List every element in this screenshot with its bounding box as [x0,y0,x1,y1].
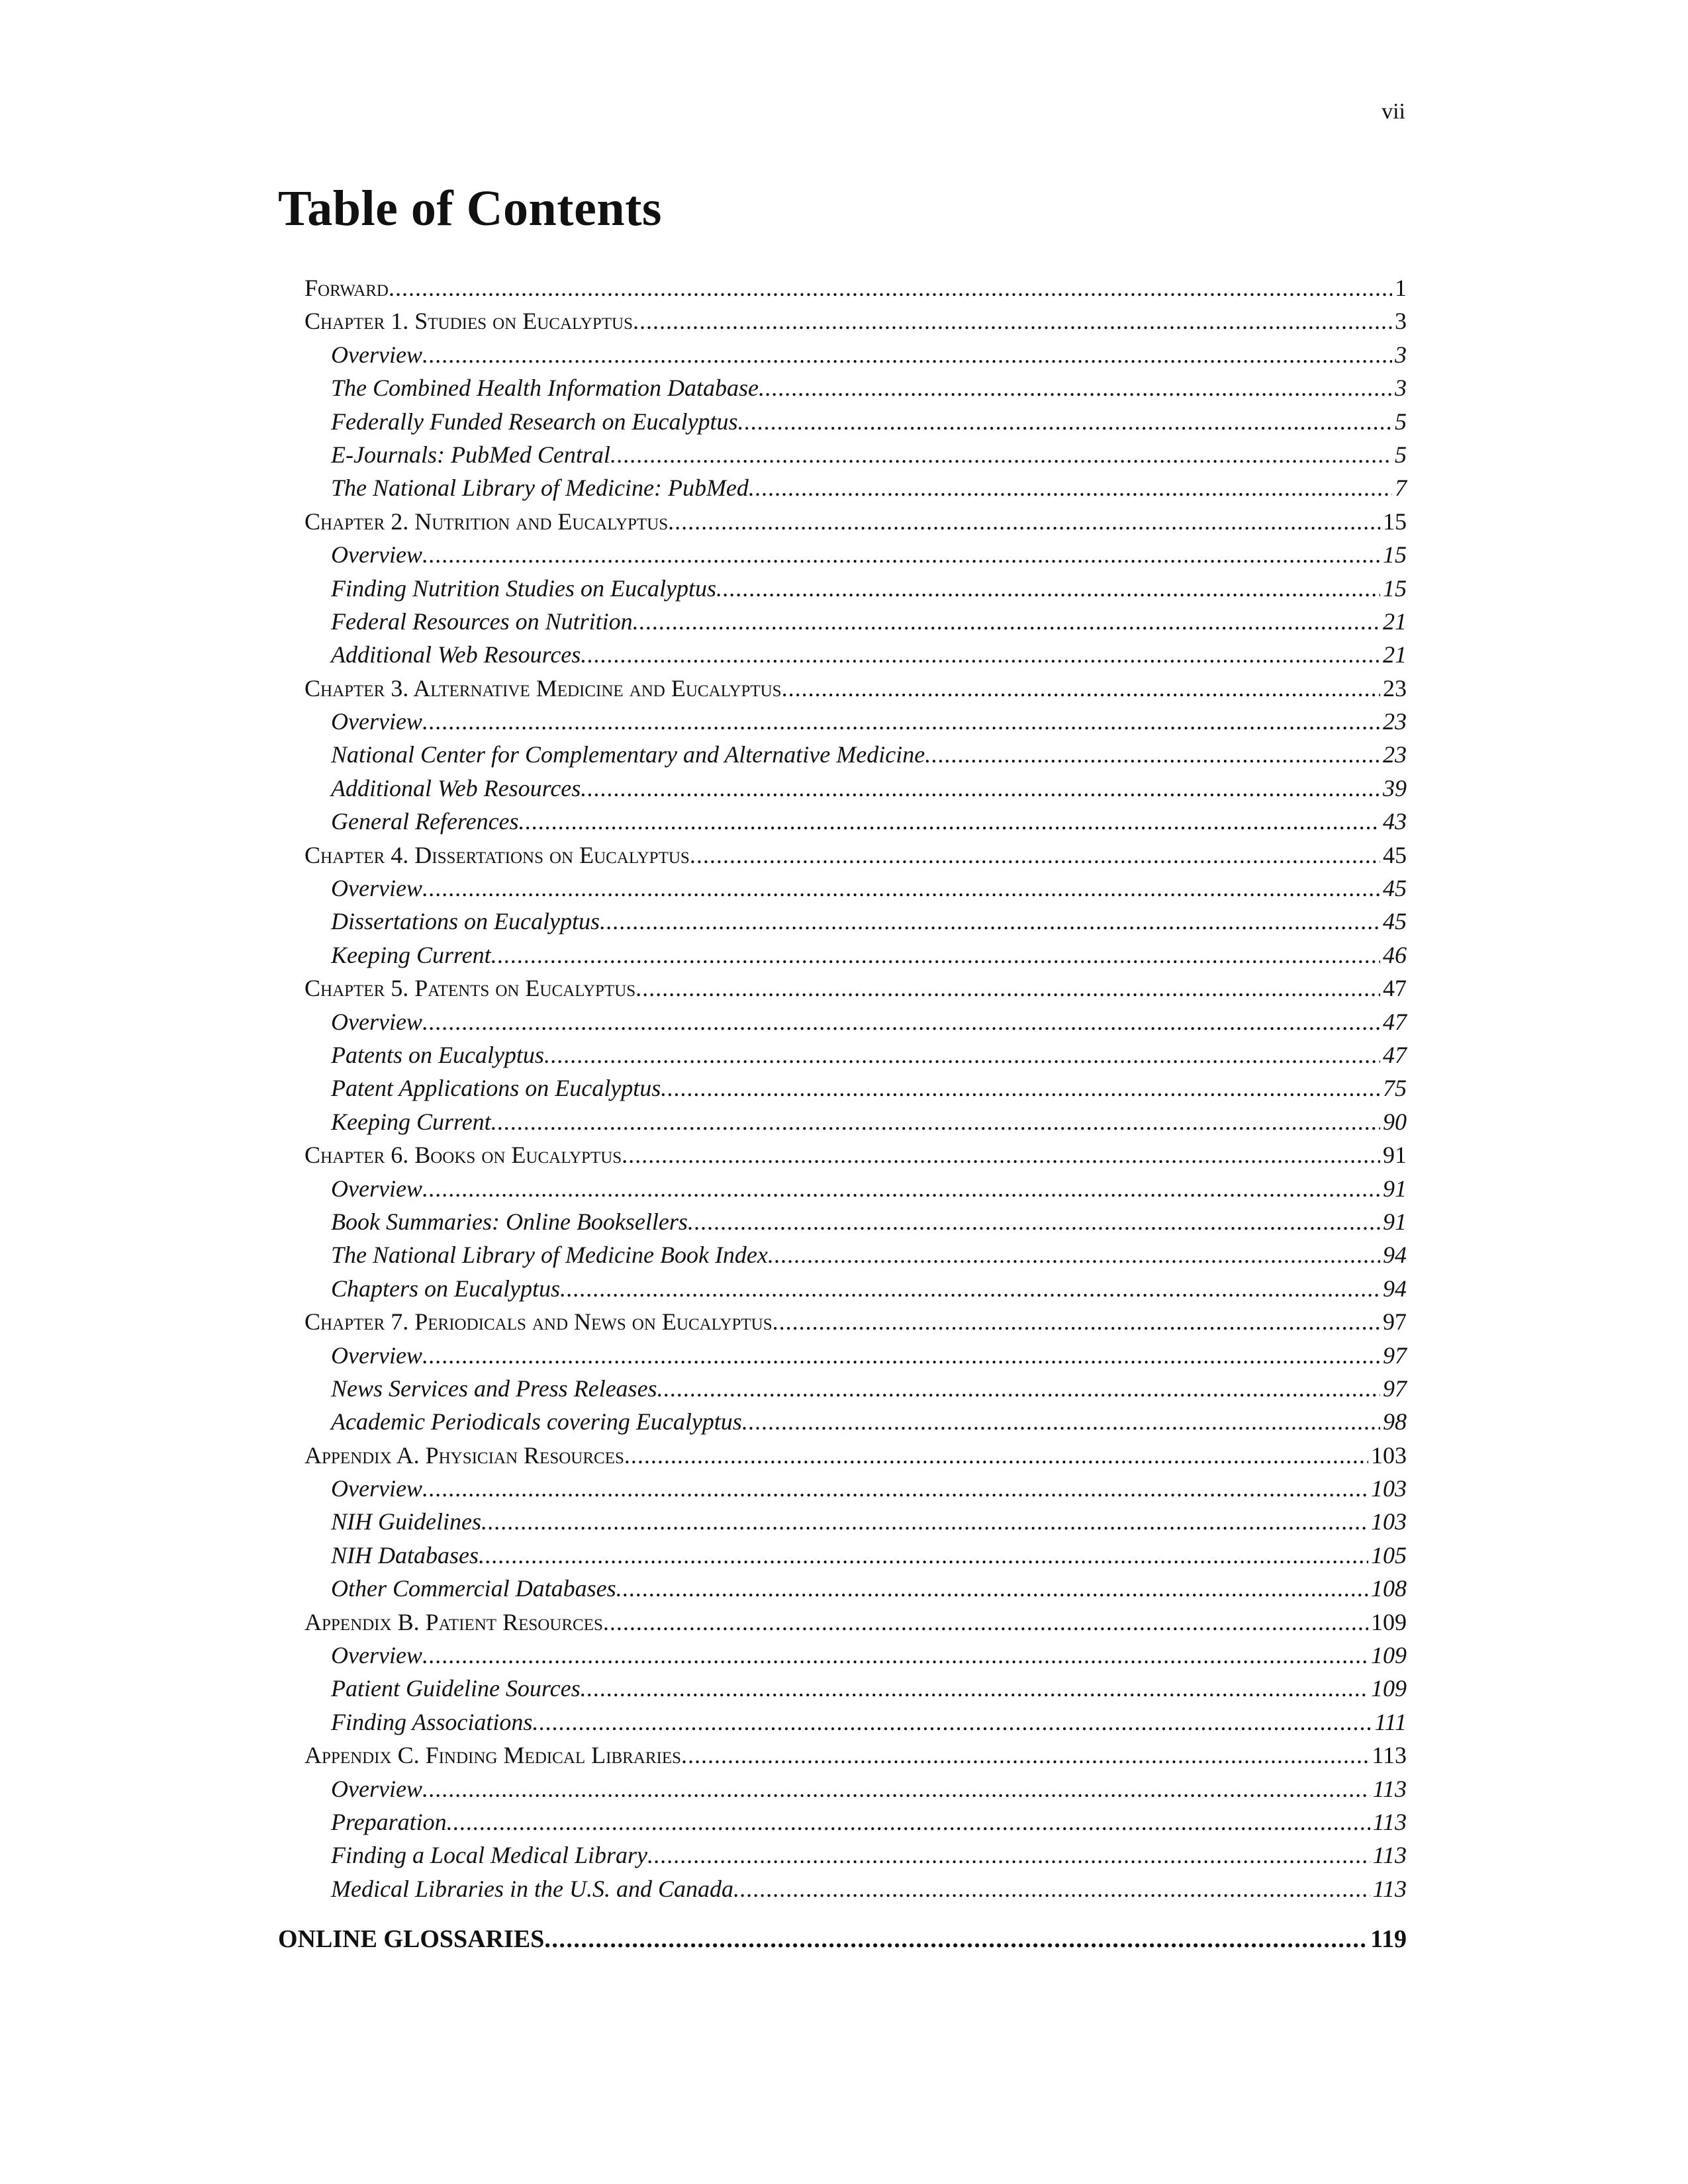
toc-entry-label: General References [331,805,519,838]
toc-entry-label: Book Summaries: Online Booksellers [331,1205,688,1238]
toc-entry-label: National Center for Complementary and Alternative Medicine [331,738,925,771]
toc-entry-page-number: 113 [1372,1775,1407,1802]
toc-entry-label: Chapter 6. Books on Eucalyptus [305,1138,622,1171]
dot-leader [633,304,1392,338]
toc-entry-page-number: 43 [1383,808,1407,835]
toc-entry-page-number: 103 [1371,1441,1407,1469]
toc-entry-label: ONLINE GLOSSARIES [278,1923,544,1956]
dot-leader [742,1405,1380,1438]
toc-entry-chapter[interactable] [305,1138,1407,1171]
toc-entry-section[interactable] [305,605,1407,638]
dot-leader [749,471,1392,504]
dot-leader [759,371,1392,404]
toc-entry-section[interactable] [305,1805,1407,1839]
page-number: vii [1382,99,1405,124]
toc-entry-chapter[interactable] [305,1739,1407,1772]
toc-entry-page-number: 47 [1383,1041,1407,1068]
toc-entry-page-number: 105 [1371,1541,1407,1569]
dot-leader [581,772,1380,805]
toc-entry-label: The National Library of Medicine: PubMed [331,471,749,504]
toc-entry-page-number: 113 [1372,1842,1407,1869]
dot-leader [624,1439,1368,1472]
dot-leader [661,1071,1380,1105]
dot-leader [491,938,1380,972]
dot-leader [681,1739,1369,1772]
toc-entry-page-number: 15 [1383,541,1407,569]
toc-entry-page-number: 103 [1371,1475,1407,1502]
dot-leader [603,1606,1368,1639]
toc-entry-label: E-Journals: PubMed Central [331,438,610,471]
dot-leader [622,1138,1380,1171]
toc-entry-section[interactable] [305,738,1407,771]
toc-entry-label: Other Commercial Databases [331,1572,616,1605]
toc-entry-chapter[interactable] [305,304,1407,338]
toc-entry-section[interactable] [305,1572,1407,1605]
toc-entry-section[interactable] [305,1405,1407,1438]
toc-entry-page-number: 3 [1395,375,1407,402]
dot-leader [422,1772,1370,1805]
toc-entry-page-number: 97 [1383,1308,1407,1336]
toc-entry-label: Additional Web Resources [331,638,581,671]
toc-entry-section[interactable] [305,572,1407,605]
toc-entry-page-number: 45 [1383,908,1407,935]
toc-entry-label: Additional Web Resources [331,772,581,805]
toc-entry-page-number: 21 [1383,608,1407,635]
table-of-contents [278,271,1407,1956]
toc-entry-section[interactable] [305,705,1407,738]
toc-entry-page-number: 45 [1383,875,1407,902]
toc-entry-section[interactable] [305,1071,1407,1105]
dot-leader [544,1923,1368,1956]
toc-entry-label: Overview [331,705,422,738]
toc-entry-label: Patents on Eucalyptus [331,1038,544,1071]
toc-entry-section[interactable] [305,1272,1407,1305]
dot-leader [581,638,1380,671]
toc-entry-label: Medical Libraries in the U.S. and Canada [331,1872,733,1905]
toc-entry-section[interactable] [305,1772,1407,1805]
toc-entry-page-number: 23 [1383,674,1407,702]
toc-entry-chapter[interactable] [305,1439,1407,1472]
toc-entry-page-number: 97 [1383,1375,1407,1402]
toc-entry-label: NIH Guidelines [331,1505,481,1538]
dot-leader [600,905,1380,938]
toc-entry-glossary[interactable] [278,1923,1407,1956]
dot-leader [422,872,1380,905]
toc-entry-section[interactable] [305,1505,1407,1538]
toc-entry-section[interactable] [305,1038,1407,1071]
toc-entry-page-number: 97 [1383,1342,1407,1369]
dot-leader [610,438,1392,471]
toc-entry-page-number: 94 [1383,1242,1407,1269]
toc-entry-label: News Services and Press Releases [331,1372,657,1405]
toc-entry-section[interactable] [305,1706,1407,1739]
dot-leader [635,972,1380,1005]
toc-entry-section[interactable] [305,938,1407,972]
toc-entry-label: Chapter 7. Periodicals and News on Eucalyptus [305,1305,773,1338]
toc-entry-page-number: 5 [1395,408,1407,435]
dot-leader [633,605,1380,638]
toc-entry-page-number: 47 [1383,975,1407,1002]
toc-entry-label: Finding Associations [331,1706,532,1739]
toc-entry-label: Overview [331,872,422,905]
dot-leader [422,338,1392,371]
toc-entry-label: Chapter 5. Patents on Eucalyptus [305,972,635,1005]
toc-entry-page-number: 113 [1372,1742,1407,1769]
toc-entry-page-number: 94 [1383,1275,1407,1302]
toc-entry-page-number: 15 [1383,574,1407,602]
toc-entry-page-number: 108 [1371,1575,1407,1602]
toc-entry-section[interactable] [305,1539,1407,1572]
toc-entry-page-number: 109 [1371,1675,1407,1702]
dot-leader [668,505,1380,538]
dot-leader [581,1672,1368,1705]
dot-leader [737,405,1392,438]
toc-entry-page-number: 23 [1383,741,1407,768]
toc-entry-page-number: 21 [1383,641,1407,668]
toc-entry-section[interactable] [305,471,1407,504]
dot-leader [773,1305,1380,1338]
toc-entry-section[interactable] [305,1472,1407,1505]
toc-entry-label: Chapter 2. Nutrition and Eucalyptus [305,505,668,538]
toc-entry-section[interactable] [305,1238,1407,1271]
toc-entry-page-number: 90 [1383,1108,1407,1135]
toc-entry-label: Federal Resources on Nutrition [331,605,633,638]
dot-leader [690,839,1380,872]
toc-entry-label: Overview [331,538,422,571]
toc-entry-label: Overview [331,1339,422,1372]
toc-entry-page-number: 91 [1383,1175,1407,1202]
toc-entry-page-number: 3 [1395,308,1407,335]
toc-entry-section[interactable] [305,1372,1407,1405]
dot-leader [519,805,1380,838]
toc-entry-label: Chapter 1. Studies on Eucalyptus [305,304,633,338]
dot-leader [422,1005,1380,1038]
toc-entry-section[interactable] [305,1172,1407,1205]
toc-entry-page-number: 109 [1371,1642,1407,1669]
toc-entry-label: Keeping Current [331,938,491,972]
toc-entry-label: Overview [331,1172,422,1205]
dot-leader [647,1839,1370,1872]
toc-entry-label: Chapter 3. Alternative Medicine and Eucalyptus [305,672,782,705]
dot-leader [479,1539,1368,1572]
toc-entry-page-number: 45 [1383,841,1407,868]
toc-entry-section[interactable] [305,1005,1407,1038]
dot-leader [422,1172,1380,1205]
toc-entry-label: Appendix B. Patient Resources [305,1606,603,1639]
toc-entry-page-number: 113 [1372,1808,1407,1835]
toc-entry-page-number: 39 [1383,774,1407,801]
toc-entry-chapter[interactable] [305,672,1407,705]
toc-entry-page-number: 23 [1383,708,1407,735]
page-title: Table of Contents [278,181,662,236]
toc-entry-page-number: 109 [1371,1608,1407,1635]
toc-entry-section[interactable] [305,1339,1407,1372]
toc-entry-page-number: 111 [1374,1708,1407,1735]
dot-leader [389,271,1392,304]
toc-entry-section[interactable] [305,1105,1407,1138]
toc-entry-page-number: 103 [1371,1508,1407,1535]
toc-entry-page-number: 91 [1383,1142,1407,1169]
toc-entry-label: NIH Databases [331,1539,479,1572]
dot-leader [447,1805,1370,1839]
toc-entry-label: Overview [331,1639,422,1672]
dot-leader [481,1505,1368,1538]
toc-entry-label: Overview [331,1472,422,1505]
dot-leader [532,1706,1372,1739]
toc-entry-label: Forward [305,271,389,304]
dot-leader [560,1272,1380,1305]
toc-entry-label: Academic Periodicals covering Eucalyptus [331,1405,742,1438]
toc-entry-label: Chapter 4. Dissertations on Eucalyptus [305,839,690,872]
toc-entry-label: The Combined Health Information Database [331,371,759,404]
toc-entry-section[interactable] [305,805,1407,838]
dot-leader [716,572,1380,605]
toc-entry-chapter[interactable] [305,972,1407,1005]
toc-entry-label: Finding Nutrition Studies on Eucalyptus [331,572,716,605]
toc-entry-chapter[interactable] [305,505,1407,538]
toc-entry-section[interactable] [305,405,1407,438]
dot-leader [657,1372,1380,1405]
toc-entry-section[interactable] [305,1639,1407,1672]
toc-entry-chapter[interactable] [305,271,1407,304]
toc-entry-label: Federally Funded Research on Eucalyptus [331,405,737,438]
dot-leader [422,538,1380,571]
toc-entry-chapter[interactable] [305,1305,1407,1338]
toc-entry-label: Overview [331,1772,422,1805]
toc-entry-page-number: 91 [1383,1208,1407,1235]
toc-entry-section[interactable] [305,638,1407,671]
toc-entry-page-number: 5 [1395,441,1407,468]
dot-leader [688,1205,1380,1238]
toc-entry-page-number: 113 [1372,1875,1407,1902]
dot-leader [491,1105,1380,1138]
toc-entry-label: Overview [331,338,422,371]
toc-entry-label: Appendix A. Physician Resources [305,1439,624,1472]
toc-entry-label: Keeping Current [331,1105,491,1138]
dot-leader [925,738,1380,771]
dot-leader [422,705,1380,738]
toc-entry-section[interactable] [305,538,1407,571]
toc-entry-page-number: 15 [1383,508,1407,535]
dot-leader [422,1472,1368,1505]
toc-entry-page-number: 46 [1383,941,1407,968]
toc-entry-page-number: 119 [1370,1925,1407,1954]
toc-entry-section[interactable] [305,371,1407,404]
toc-entry-label: Chapters on Eucalyptus [331,1272,560,1305]
toc-entry-label: Patent Applications on Eucalyptus [331,1071,661,1105]
toc-entry-label: Preparation [331,1805,447,1839]
dot-leader [544,1038,1380,1071]
toc-entry-label: Patient Guideline Sources [331,1672,581,1705]
toc-entry-section[interactable] [305,1672,1407,1705]
dot-leader [768,1238,1380,1271]
dot-leader [782,672,1380,705]
toc-entry-label: The National Library of Medicine Book Index [331,1238,768,1271]
dot-leader [616,1572,1368,1605]
toc-entry-page-number: 7 [1395,475,1407,502]
toc-entry-section[interactable] [305,438,1407,471]
toc-entry-section[interactable] [305,905,1407,938]
toc-entry-section[interactable] [305,1839,1407,1872]
toc-entry-label: Dissertations on Eucalyptus [331,905,600,938]
toc-entry-label: Overview [331,1005,422,1038]
dot-leader [422,1339,1380,1372]
toc-entry-page-number: 3 [1395,341,1407,368]
toc-entry-chapter[interactable] [305,839,1407,872]
toc-entry-label: Appendix C. Finding Medical Libraries [305,1739,681,1772]
toc-entry-chapter[interactable] [305,1606,1407,1639]
toc-entry-page-number: 47 [1383,1008,1407,1035]
toc-entry-section[interactable] [305,772,1407,805]
toc-entry-page-number: 75 [1383,1075,1407,1102]
toc-entry-page-number: 1 [1395,275,1407,301]
toc-entry-label: Finding a Local Medical Library [331,1839,647,1872]
dot-leader [422,1639,1368,1672]
toc-entry-section[interactable] [305,872,1407,905]
toc-entry-section[interactable] [305,338,1407,371]
toc-entry-page-number: 98 [1383,1408,1407,1435]
toc-entry-section[interactable] [305,1872,1407,1905]
toc-entry-section[interactable] [305,1205,1407,1238]
dot-leader [733,1872,1370,1905]
